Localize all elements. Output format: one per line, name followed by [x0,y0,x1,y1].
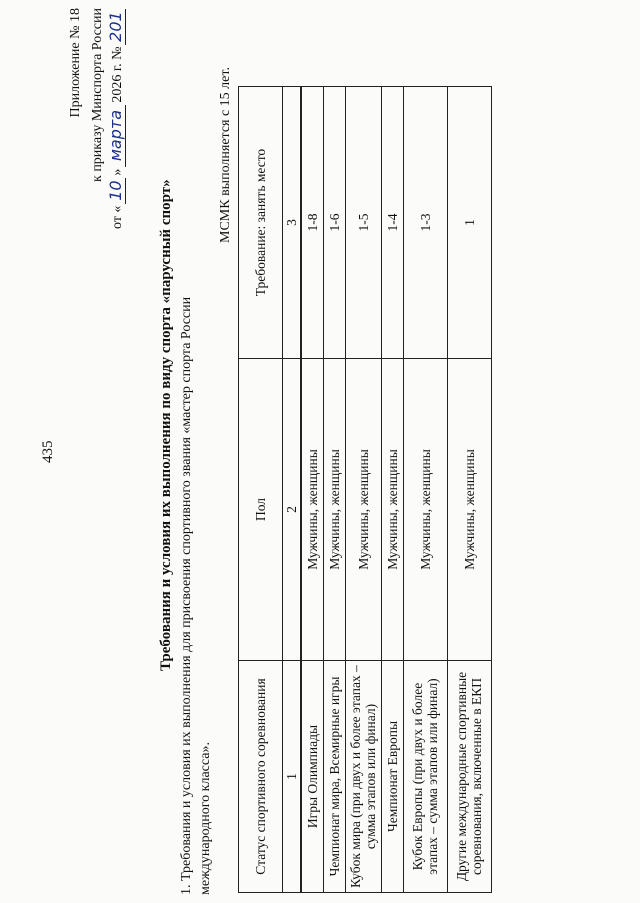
cell-place: 1-6 [323,87,345,359]
column-number: 3 [283,87,302,359]
page-number: 435 [40,440,56,463]
header-status: Статус спортивного соревнования [239,661,283,893]
document-title: Требования и условия их выполнения по виду спорта «парусный спорт» [158,179,174,671]
cell-place: 1-5 [345,87,381,359]
cell-gender: Мужчины, женщины [323,359,345,661]
cell-place: 1 [447,87,491,359]
cell-status: Другие международные спортивные соревнования, включенные в ЕКП [447,661,491,893]
cell-gender: Мужчины, женщины [345,359,381,661]
cell-gender: Мужчины, женщины [381,359,403,661]
order-year: 2026 г. № [110,46,125,103]
cell-gender: Мужчины, женщины [447,359,491,661]
order-reference: к приказу Минспорта России [90,8,105,182]
header-place: Требование: занять место [239,87,283,359]
cell-status: Чемпионат мира, Всемирные игры [323,661,345,893]
date-prefix: от « [110,205,125,229]
order-day: 10 [106,178,126,204]
table-header-row [239,87,283,893]
date-quote-close: » [110,168,125,176]
table-row [301,87,323,893]
table-row [323,87,345,893]
column-number: 1 [283,661,302,893]
cell-status: Кубок Европы (при двух и более этапах – сумма этапов или финал) [403,661,447,893]
cell-status: Чемпионат Европы [381,661,403,893]
intro-line-1: 1. Требования и условия их выполнения для присвоения спортивного звания «мастер спорта России [179,296,194,895]
table-row [447,87,491,893]
table-numbering-row [283,87,302,893]
cell-gender: Мужчины, женщины [403,359,447,661]
cell-status: Кубок мира (при двух и более этапах – сумма этапов или финал) [345,661,381,893]
column-number: 2 [283,359,302,661]
header-gender: Пол [239,359,283,661]
cell-place: 1-4 [381,87,403,359]
requirements-table [238,86,492,893]
table-row [345,87,381,893]
appendix-label: Приложение № 18 [68,8,83,118]
order-month: марта [106,105,126,167]
cell-place: 1-3 [403,87,447,359]
table-row [403,87,447,893]
intro-line-2: международного класса». [198,742,213,895]
order-number: 201 [106,9,126,45]
cell-gender: Мужчины, женщины [301,359,323,661]
cell-status: Игры Олимпиады [301,661,323,893]
table-row [381,87,403,893]
order-date-line [106,9,126,229]
cell-place: 1-8 [301,87,323,359]
age-note: МСМК выполняется с 15 лет. [218,67,233,243]
